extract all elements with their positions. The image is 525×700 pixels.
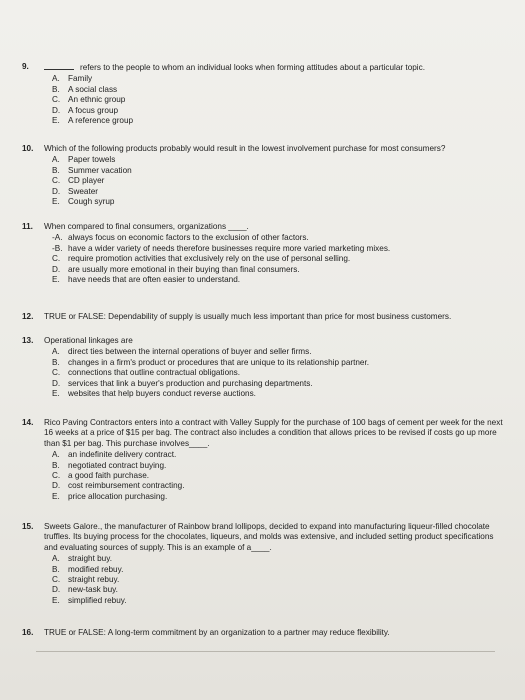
option-e: E. websites that help buyers conduct reverse auctions. xyxy=(52,389,256,399)
options-list xyxy=(52,450,507,502)
option-c: C. require promotion activities that exclusively rely on the use of personal selling. xyxy=(52,254,351,264)
option-c: C. straight rebuy. xyxy=(52,575,120,585)
question-number: 10. xyxy=(22,144,34,153)
options-list xyxy=(52,554,507,606)
option-a: A. an indefinite delivery contract. xyxy=(52,450,177,460)
question-stem: When compared to final consumers, organizations ____. xyxy=(44,222,249,231)
question-stem: TRUE or FALSE: Dependability of supply is usually much less important than price for most business customers. xyxy=(44,312,452,321)
option-e: E. price allocation purchasing. xyxy=(52,491,168,501)
question-stem: Operational linkages are xyxy=(44,336,133,345)
option-e: E. Cough syrup xyxy=(52,197,115,207)
question-number: 9. xyxy=(22,62,29,71)
option-b: B. A social class xyxy=(52,84,118,94)
question-12 xyxy=(22,312,507,322)
page-rule xyxy=(36,651,495,652)
question-stem: refers to the people to whom an individual looks when forming attitudes about a particular topic. xyxy=(44,62,507,73)
question-stem: Sweets Galore., the manufacturer of Rainbow brand lollipops, decided to expand into manufacturing liqueur-filled chocolate truffles. Its buying process for the chocolates, liqueurs, and molds was extensive, and included setting product specifications and evaluating sources of supply. This is an example of a____. xyxy=(44,522,494,552)
options-list xyxy=(52,347,507,399)
option-a: A. straight buy. xyxy=(52,554,112,564)
question-number: 12. xyxy=(22,312,34,321)
question-number: 15. xyxy=(22,522,34,531)
option-b: B. modified rebuy. xyxy=(52,564,124,574)
option-c: C. An ethnic group xyxy=(52,95,126,105)
option-d: D. are usually more emotional in their buying than final consumers. xyxy=(52,264,300,274)
option-d: D. Sweater xyxy=(52,186,99,196)
option-b: -B. have a wider variety of needs therefore businesses require more varied marketing mixes. xyxy=(52,243,391,253)
option-b: B. negotiated contract buying. xyxy=(52,460,167,470)
question-15 xyxy=(22,522,507,606)
question-10 xyxy=(22,144,507,207)
option-c: C. CD player xyxy=(52,176,105,186)
option-d: D. cost reimbursement contracting. xyxy=(52,481,185,491)
option-b: B. Summer vacation xyxy=(52,165,132,175)
option-c: C. connections that outline contractual obligations. xyxy=(52,368,241,378)
question-14 xyxy=(22,418,507,502)
option-a: -A. always focus on economic factors to the exclusion of other factors. xyxy=(52,233,309,243)
question-number: 13. xyxy=(22,336,34,345)
question-number: 16. xyxy=(22,628,34,637)
option-a: A. Paper towels xyxy=(52,155,116,165)
question-9 xyxy=(22,62,507,126)
question-stem: TRUE or FALSE: A long-term commitment by an organization to a partner may reduce flexibility. xyxy=(44,628,390,637)
option-a: A. direct ties between the internal operations of buyer and seller firms. xyxy=(52,347,312,357)
question-stem: Rico Paving Contractors enters into a contract with Valley Supply for the purchase of 100 bags of cement per week for the next 16 weeks at a price of $15 per bag. The contract also includes a condition that allows prices to be revised if costs go up more than $1 per bag. This purchase involves____. xyxy=(44,418,503,448)
option-d: D. new-task buy. xyxy=(52,585,118,595)
option-d: D. services that link a buyer's production and purchasing departments. xyxy=(52,378,313,388)
options-list xyxy=(52,155,507,207)
question-number: 14. xyxy=(22,418,34,427)
options-list xyxy=(52,74,507,126)
question-16 xyxy=(22,628,507,638)
option-a: A. Family xyxy=(52,74,93,84)
option-e: E. simplified rebuy. xyxy=(52,595,127,605)
option-d: D. A focus group xyxy=(52,105,119,115)
option-b: B. changes in a firm's product or procedures that are unique to its relationship partner. xyxy=(52,357,370,367)
options-list xyxy=(52,233,507,285)
question-stem: Which of the following products probably would result in the lowest involvement purchase for most consumers? xyxy=(44,144,446,153)
option-c: C. a good faith purchase. xyxy=(52,471,150,481)
question-11 xyxy=(22,222,507,285)
question-13 xyxy=(22,336,507,399)
answer-blank xyxy=(44,62,74,70)
question-number: 11. xyxy=(22,222,33,231)
option-e: E. have needs that are often easier to understand. xyxy=(52,275,241,285)
option-e: E. A reference group xyxy=(52,116,134,126)
